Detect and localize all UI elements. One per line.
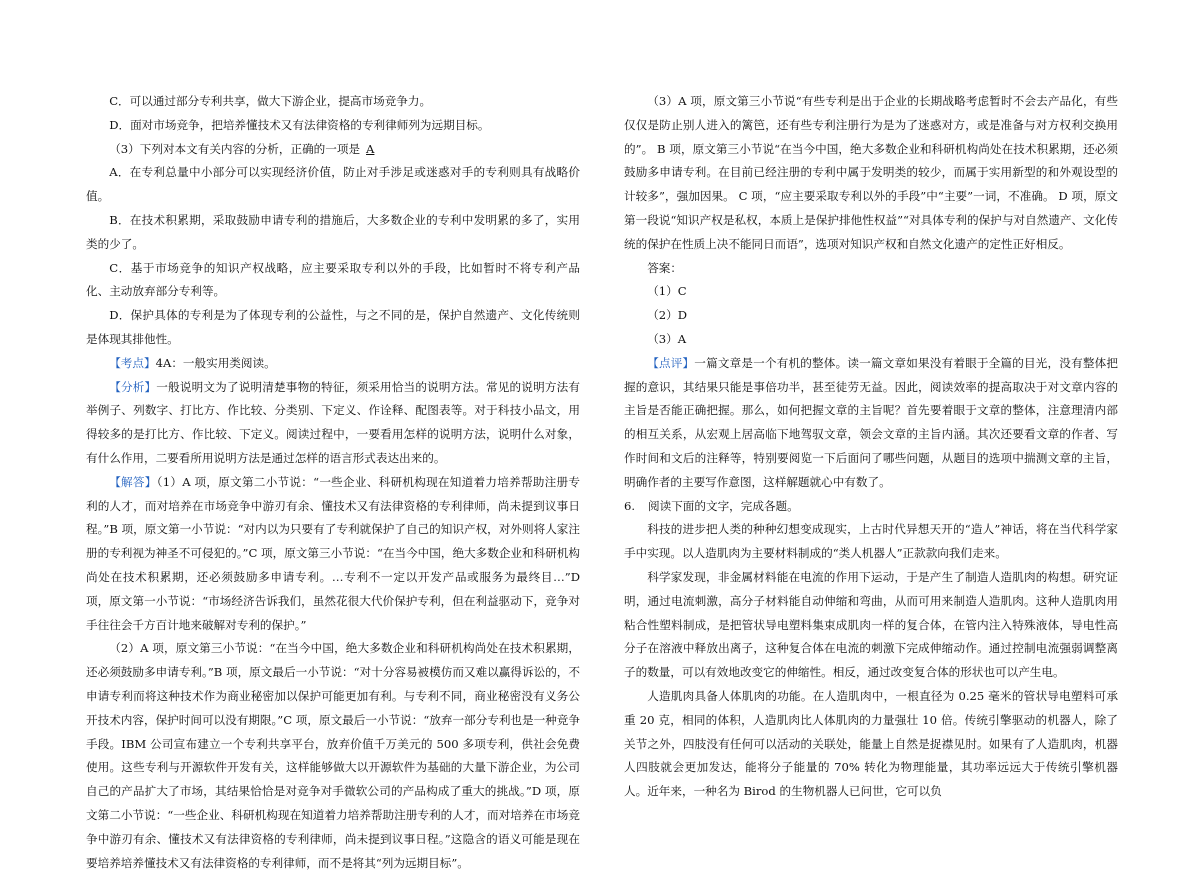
q2-option-d: D．面对市场竞争，把培养懂技术又有法律资格的专利律师列为远期目标。 <box>109 117 490 132</box>
answer-2: （2）D <box>647 308 688 323</box>
question-6-stem: 阅读下面的文字，完成各题。 <box>648 498 799 513</box>
q3-option-c: C．基于市场竞争的知识产权战略，应主要采取专利以外的手段，比如暂时不将专利产品化、主动放弃部分专利等。 <box>86 260 580 299</box>
question-6 <box>624 495 1118 519</box>
jieda-part-2: （2）A 项，原文第三小节说：“在当今中国，绝大多数企业和科研机构尚处在技术积累期，还必须鼓励多申请专利。”B 项，原文最后一小节说：“对十分容易被模仿而又难以赢得诉讼的，不申请专利而将这种技术作为商业秘密加以保护可能更加有利。与专利不同，商业秘密没有义务公开技术内容，保护时间可以没有期限。”C 项，原文最后一小节说：“放弃一部分专利也是一种竞争手段。IBM 公司宣布建立一个专利共享平台，放弃价值千万美元的 500 多项专利，供社会免费使用。这些专利与开源软件开发有关，这样能够做大以开源软件为基础的大量下游企业，为公司自己的产品扩大了市场，其结果恰恰是对竞争对手微软公司的产品构成了重大的挑战。”D 项，原文第二小节说：“一些企业、科研机构现在知道着力培养帮助注册专利的人才，而对培养在市场竞争中游刃有余、懂技术又有法律资格的专利律师，尚未提到议事日程。”这隐含的语义可能是现在要培养培养懂技术又有法律资格的专利律师，而不是将其“列为远期目标”。 <box>86 641 580 870</box>
fenxi-text: 一般说明文为了说明清楚事物的特征，须采用恰当的说明方法。常见的说明方法有举例子、列数字、打比方、作比较、分类别、下定义、作诠释、配图表等。对于科技小品文，用得较多的是打比方、作比较、下定义。阅读过程中，一要看用怎样的说明方法，说明什么对象，有什么作用，二要看所用说明方法是通过怎样的语言形式表达出来的。 <box>86 379 580 465</box>
q3-option-a: A．在专利总量中小部分可以实现经济价值，防止对手涉足或迷惑对手的专利则具有战略价值。 <box>86 165 580 204</box>
passage-paragraph-1: 科技的进步把人类的种种幻想变成现实，上古时代异想天开的“造人”神话，将在当代科学家手中实现。以人造肌肉为主要材料制成的“类人机器人”正款款向我们走来。 <box>624 522 1118 561</box>
dianping-tag: 【点评】 <box>647 355 695 370</box>
q3-answer-blank: A <box>366 141 375 156</box>
jieda-section <box>86 471 580 638</box>
fenxi-section <box>86 376 580 471</box>
passage-paragraph-2: 科学家发现，非金属材料能在电流的作用下运动，于是产生了制造人造肌肉的构想。研究证明，通过电流刺激，高分子材料能自动伸缩和弯曲，从而可用来制造人造肌肉。这种人造肌肉用粘合性塑料制成，是把管状导电塑料集束成肌肉一样的复合体，在管内注入特殊液体，导电性高分子在溶液中释放出离子，这种复合体在电流的刺激下完成伸缩动作。通过控制电流强弱调整离子的数量，可以有效地改变它的伸缩性。相反，通过改变复合体的形状也可以产生电。 <box>624 569 1118 680</box>
answer-3: （3）A <box>647 331 687 346</box>
jieda-part-1: （1）A 项，原文第二小节说：“一些企业、科研机构现在知道着力培养帮助注册专利的人才，而对培养在市场竞争中游刃有余、懂技术又有法律资格的专利律师，尚未提到议事日程。”B 项，原文第一小节说：“对内以为只要有了专利就保护了自己的知识产权，对外则将人家注册的专利视为神圣不可侵犯的。”C 项，原文第三小节说：“在当今中国，绝大多数企业和科研机构尚处在技术积累期，还必须鼓励多申请专利。…专利不一定以开发产品或服务为最终目…”D 项，原文第一小节说：“市场经济告诉我们，虽然花很大代价保护专利，但在利益驱动下，竞争对手往往会千方百计地来破解对专利的保护。” <box>86 474 580 632</box>
answer-label: 答案： <box>647 260 682 275</box>
jieda-part-3: （3）A 项，原文第三小节说“有些专利是出于企业的长期战略考虑暂时不会去产品化，有些仅仅是防止别人进入的篱笆，还有些专利注册行为是为了迷惑对方，或是准备与对方权利交换用的”。 B 项，原文第三小节说“在当今中国，绝大多数企业和科研机构尚处在技术积累期，还必须鼓励多申请专利。在目前已经注册的专利中属于发明类的较少，而属于实用新型的和外观设型的计较多”，强加因果。 C 项，“应主要采取专利以外的手段”中“主要”一词，不准确。 D 项，原文第一段说“知识产权是私权，本质上是保护排他性权益”“对具体专利的保护与对自然遗产、文化传统的保护在性质上决不能同日而语”，选项对知识产权和自然文化遗产的定性正好相反。 <box>624 94 1118 251</box>
passage-paragraph-3: 人造肌肉具备人体肌肉的功能。在人造肌肉中，一根直径为 0.25 毫米的管状导电塑料可承重 20 克，相同的体积，人造肌肉比人体肌肉的力量强壮 10 倍。传统引擎驱动的机器人，除了关节之外，四肢没有任何可以活动的关联处，能量上自然是捉襟见肘。如果有了人造肌肉，机器人四肢就会更加发达，能将分子能量的 70% 转化为物理能量，其功率远远大于传统引擎机器人。近年来，一种名为 Birod 的生物机器人已问世，它可以负 <box>624 688 1118 799</box>
q3-option-b: B．在技术积累期，采取鼓励申请专利的措施后，大多数企业的专利中发明累的多了，实用类的少了。 <box>86 212 580 251</box>
dianping-section <box>624 352 1118 495</box>
q2-option-c: C．可以通过部分专利共享，做大下游企业，提高市场竞争力。 <box>109 94 432 108</box>
right-column <box>624 90 1118 804</box>
fenxi-tag: 【分析】 <box>109 379 157 394</box>
q3-stem-text: （3）下列对本文有关内容的分析，正确的一项是 <box>109 141 361 156</box>
kaodian-tag: 【考点】 <box>109 355 156 370</box>
q3-option-d: D．保护具体的专利是为了体现专利的公益性，与之不同的是，保护自然遗产、文化传统则是体现其排他性。 <box>86 308 580 346</box>
q3-stem <box>86 138 580 162</box>
kaodian-section <box>86 352 580 376</box>
answer-1: （1）C <box>647 284 687 299</box>
left-column <box>86 90 580 875</box>
dianping-text: 一篇文章是一个有机的整体。读一篇文章如果没有着眼于全篇的目光，没有整体把握的意识，其结果只能是事倍功半，甚至徒劳无益。因此，阅读效率的提高取决于对文章内容的主旨是否能正确把握。那么，如何把握文章的主旨呢？首先要着眼于文章的整体，注意理清内部的相互关系，从宏观上居高临下地驾驭文章，领会文章的主旨内涵。其次还要看文章的作者、写作时间和文后的注释等，特别要阅览一下后面问了哪些问题，从题目的选项中揣测文章的主旨，明确作者的主要写作意图，这样解题就心中有数了。 <box>624 355 1118 489</box>
question-6-number: 6. <box>624 498 636 513</box>
kaodian-text: 4A：一般实用类阅读。 <box>155 355 276 370</box>
jieda-tag: 【解答】 <box>109 474 157 489</box>
